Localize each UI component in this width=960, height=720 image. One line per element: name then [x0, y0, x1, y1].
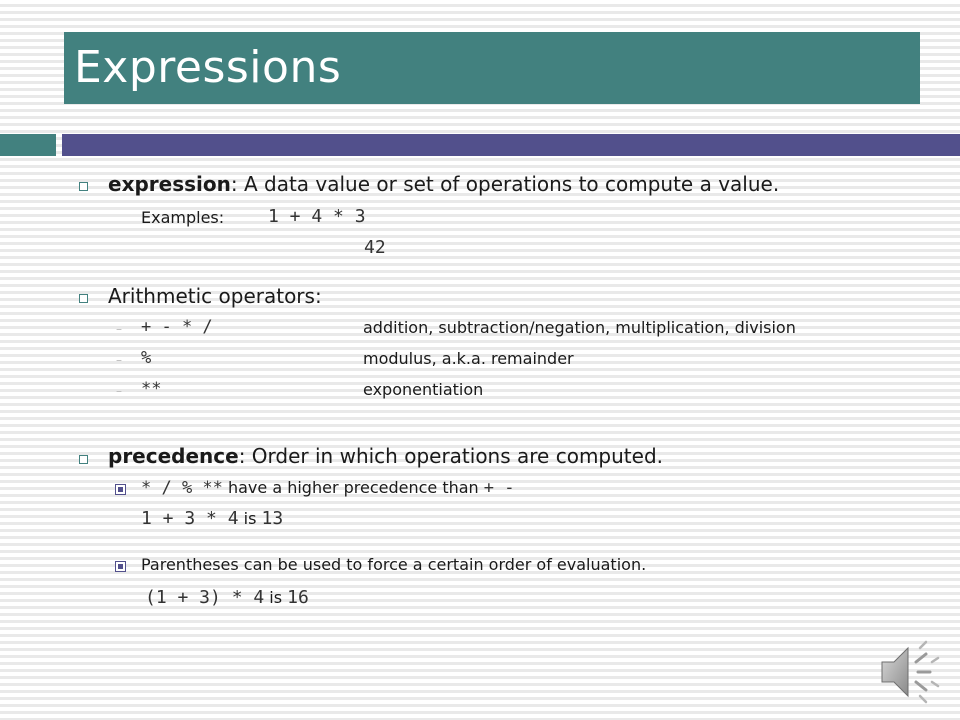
operator-symbols: + - * / [141, 317, 213, 337]
operator-description: addition, subtraction/negation, multiplication, division [363, 318, 796, 337]
precedence-example-2 [145, 587, 309, 608]
title-bar [64, 32, 920, 104]
dash-bullet-icon: – [116, 353, 122, 367]
precedence-definition [108, 444, 663, 468]
example-expression: 1 + 3 * 4 [141, 508, 239, 529]
precedence-example-1 [141, 508, 283, 529]
examples-label: Examples: [141, 208, 225, 227]
expression-term: expression [108, 172, 231, 196]
bullet-icon [79, 294, 88, 303]
example-result: 13 [261, 508, 284, 529]
precedence-term: precedence [108, 444, 239, 468]
operator-description: exponentiation [363, 380, 484, 399]
is-word: is [264, 588, 288, 607]
example-expression-1: 1 + 4 * 3 [268, 206, 366, 227]
expression-text: : A data value or set of operations to compute a value. [230, 172, 780, 196]
accent-band-teal [0, 134, 56, 156]
parentheses-rule: Parentheses can be used to force a certain order of evaluation. [141, 555, 647, 574]
arithmetic-heading: Arithmetic operators: [108, 284, 322, 308]
dash-bullet-icon: – [116, 322, 122, 336]
is-word: is [238, 509, 262, 528]
operator-symbols: ** [141, 379, 162, 399]
operator-description: modulus, a.k.a. remainder [363, 349, 574, 368]
low-precedence-ops: + - [483, 478, 515, 498]
example-expression-2: 42 [364, 237, 386, 258]
example-result: 16 [287, 587, 309, 608]
slide-title: Expressions [74, 42, 342, 93]
speaker-icon[interactable] [878, 640, 942, 704]
bullet-icon [79, 455, 88, 464]
bullet-icon [79, 182, 88, 191]
accent-band-blue [62, 134, 960, 156]
sub-bullet-icon [115, 484, 126, 495]
example-expression: (1 + 3) * 4 [145, 587, 265, 608]
high-precedence-ops: * / % ** [141, 478, 223, 498]
precedence-text: : Order in which operations are computed. [238, 444, 663, 468]
sub-bullet-icon [115, 561, 126, 572]
operator-symbols: % [141, 348, 152, 368]
precedence-rule [141, 478, 515, 498]
dash-bullet-icon: – [116, 384, 122, 398]
precedence-rule-text: have a higher precedence than [222, 478, 484, 497]
expression-definition [108, 172, 779, 196]
